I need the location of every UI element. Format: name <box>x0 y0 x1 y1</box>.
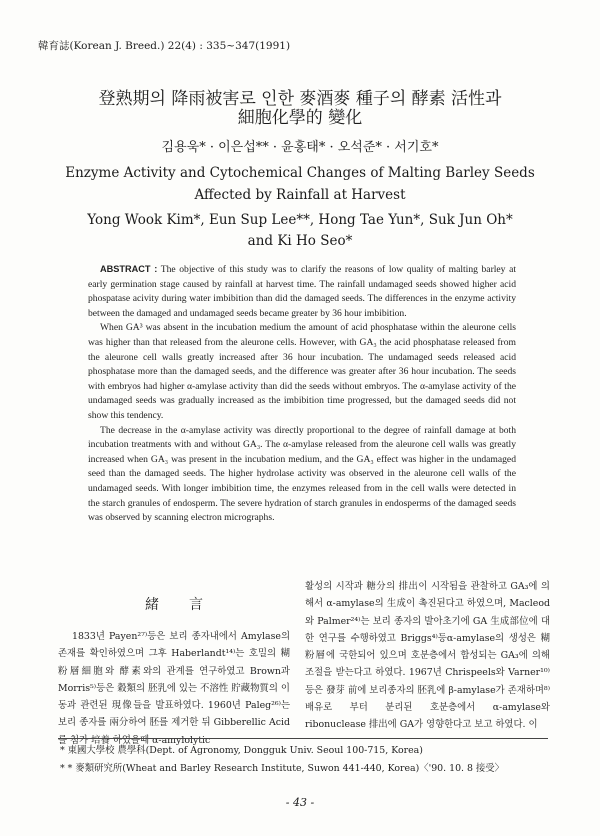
authors-english-line2: and Ki Ho Seo* <box>247 233 353 249</box>
abstract <box>88 262 516 526</box>
page-number: - 43 - <box>285 796 315 809</box>
abstract-text-1: The objective of this study was to clarify the reasons of low quality of malting barley at early germination stage caused by rainfall at harvest time. The rainfall undamaged seeds showed higher acid phospatase acivity during water imbibition than did the damaged seeds. The differences in the enzyme activity between the damaged and undamaged seeds became greater by 36 hour imbibition. <box>88 264 516 319</box>
footnote-1: * 東國大學校 農學科(Dept. of Agronomy, Dongguk Univ. Seoul 100-715, Korea) <box>60 745 423 756</box>
footnote-2: * * 麥類研究所(Wheat and Barley Research Institute, Suwon 441-440, Korea)〈'90. 10. 8 接受〉 <box>60 763 505 774</box>
title-korean-line1: 登熟期의 降雨被害로 인한 麥酒麥 種子의 酵素 活性과 <box>98 89 502 109</box>
abstract-paragraph-3: The decrease in the α-amylase activity was directly proportional to the degree of rainfall damage at both incubation treatments with and without GA₃. The α-amylase released from the aleurone cell walls was greatly increased when GA₃ was present in the incubation medium, and the GA₃ effect was higher in the undamaged seed than the damaged seeds. The higher hydrolase activity was observed in the aleurone cell walls of the undamaged seeds. With longer imbibition time, the enzymes released from in the cell walls were detected in the starch granules of endosperm. The severe hydration of starch granules in endosperms of the damaged seeds was observed by scanning electron micrographs. <box>88 424 516 524</box>
right-column-text: 활성의 시작과 糖分의 排出이 시작됨을 관찰하고 GA₃에 의해서 α-amylase의 生成이 촉진된다고 하였으며, Macleod와 Palmer²⁴⁾는 보리 종자의 발아초기에 GA 生成部位에 대한 연구를 수행하였고 Briggs⁴⁾등α-amylase의 생성은 糊粉層에 국한되어 있으며 호분층에서 합성되는 GA₃에 의해 조절을 받는다고 하였다. 1967년 Chrispeels와 Varner¹⁰⁾등은 發芽 前에 보리종자의 胚乳에 β-amylase가 존재하며⁸⁾ 배유로 부터 분리된 호분층에서 α-amylase와 ribonuclease 排出에 GA가 영향한다고 보고 하였다. 이 <box>305 581 550 731</box>
authors-english <box>0 210 600 252</box>
journal-citation: 韓育誌(Korean J. Breed.) 22(4) : 335~347(1991) <box>38 40 291 52</box>
footnote-divider <box>58 738 548 739</box>
authors-korean: 김용욱* · 이은섭** · 윤홍태* · 오석준* · 서기호* <box>161 140 439 155</box>
abstract-label: ABSTRACT : <box>100 264 158 274</box>
left-column <box>58 580 290 749</box>
authors-english-line1: Yong Wook Kim*, Eun Sup Lee**, Hong Tae Yun*, Suk Jun Oh* <box>87 212 513 228</box>
abstract-paragraph-2: When GA³ was absent in the incubation medium the amount of acid phosphatase within the aleurone cells was higher than that released from the aleurone cells. However, with GA₃ the acid phosphatase released from the aleurone cell walls greatly increased after 36 hour incubation. The undamaged seeds released acid phosphatase more than the damaged seeds, and the difference was greater after 36 hour incubation. The seeds with embryos had higher α-amylase activity than did the seeds without embryos. The α-amylase activity of the undamaged seeds was gradually increased as the imbibition time progressed, but the damaged seeds did not show this tendency. <box>88 322 516 421</box>
title-korean-line2: 細胞化學的 變化 <box>237 108 363 128</box>
title-english-line1: Enzyme Activity and Cytochemical Changes of Malting Barley Seeds <box>65 165 535 181</box>
section-heading: 緒言 <box>145 597 233 613</box>
left-column-text: 1833년 Payen²⁷⁾등은 보리 종자내에서 Amylase의 존재를 확인하였으며 그후 Haberlandt¹⁴⁾는 호밀의 糊粉層細胞와 酵素와의 관계를 연구하였고 Brown과 Morris⁵⁾등은 穀類의 胚乳에 있는 不溶性 貯藏物質의 이동과 관련된 現像들을 발표하였다. 1960년 Paleg²⁶⁾는 보리 종자를 兩分하여 胚를 제거한 뒤 Gibberellic Acid를 첨가 培養 하였을때 α-amylolytic <box>58 631 290 746</box>
abstract-paragraph-1 <box>88 262 516 321</box>
right-column <box>305 578 550 734</box>
title-english <box>0 162 600 206</box>
title-english-line2: Affected by Rainfall at Harvest <box>194 187 406 203</box>
